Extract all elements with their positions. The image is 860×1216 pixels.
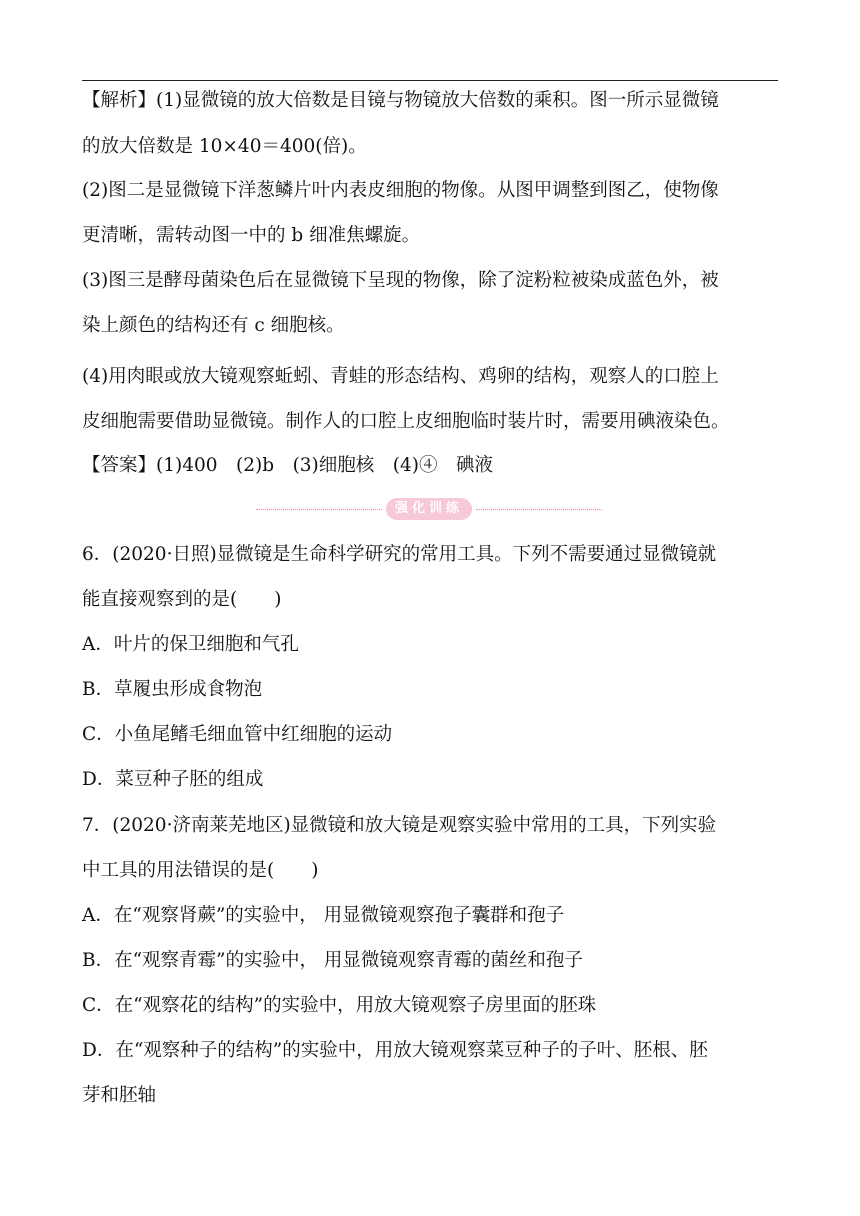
divider-dots-right xyxy=(476,509,602,510)
q7-stem-line-1: 7．(2020·济南莱芜地区)显微镜和放大镜是观察实验中常用的工具，下列实验 xyxy=(82,815,717,836)
analysis-line-3: (2)图二是显微镜下洋葱鳞片叶内表皮细胞的物像。从图甲调整到图乙，使物像 xyxy=(82,180,719,201)
q6-option-a: A．叶片的保卫细胞和气孔 xyxy=(82,634,299,655)
analysis-line-5: (3)图三是酵母菌染色后在显微镜下呈现的物像，除了淀粉粒被染成蓝色外，被 xyxy=(82,270,719,291)
analysis-line-4: 更清晰，需转动图一中的 b 细准焦螺旋。 xyxy=(82,225,421,246)
top-rule xyxy=(82,80,778,81)
q7-option-d-line-1: D．在“观察种子的结构”的实验中，用放大镜观察菜豆种子的子叶、胚根、胚 xyxy=(82,1040,708,1061)
q7-option-b: B．在“观察青霉”的实验中， 用显微镜观察青霉的菌丝和孢子 xyxy=(82,950,583,971)
q6-option-c: C．小鱼尾鳍毛细血管中红细胞的运动 xyxy=(82,724,393,745)
q6-stem-line-1: 6．(2020·日照)显微镜是生命科学研究的常用工具。下列不需要通过显微镜就 xyxy=(82,544,717,565)
analysis-line-6: 染上颜色的结构还有 c 细胞核。 xyxy=(82,315,345,336)
divider-dots-left xyxy=(256,509,382,510)
analysis-line-7: (4)用肉眼或放大镜观察蚯蚓、青蛙的形态结构、鸡卵的结构，观察人的口腔上 xyxy=(82,366,719,387)
q7-option-c: C．在“观察花的结构”的实验中，用放大镜观察子房里面的胚珠 xyxy=(82,995,597,1016)
section-divider xyxy=(256,498,602,522)
answer-line: 【答案】(1)400 (2)b (3)细胞核 (4)④ 碘液 xyxy=(82,455,493,476)
section-badge: 强化训练 xyxy=(386,498,472,520)
q7-option-a: A．在“观察肾蕨”的实验中， 用显微镜观察孢子囊群和孢子 xyxy=(82,905,565,926)
analysis-line-8: 皮细胞需要借助显微镜。制作人的口腔上皮细胞临时装片时，需要用碘液染色。 xyxy=(82,411,730,432)
q6-stem-line-2: 能直接观察到的是( ) xyxy=(82,589,282,610)
q6-option-b: B．草履虫形成食物泡 xyxy=(82,679,263,700)
analysis-line-1: 【解析】(1)显微镜的放大倍数是目镜与物镜放大倍数的乘积。图一所示显微镜 xyxy=(82,90,719,111)
q7-option-d-line-2: 芽和胚轴 xyxy=(82,1085,157,1106)
q7-stem-line-2: 中工具的用法错误的是( ) xyxy=(82,860,319,881)
analysis-line-2: 的放大倍数是 10×40＝400(倍)。 xyxy=(82,136,367,157)
q6-option-d: D．菜豆种子胚的组成 xyxy=(82,769,264,790)
